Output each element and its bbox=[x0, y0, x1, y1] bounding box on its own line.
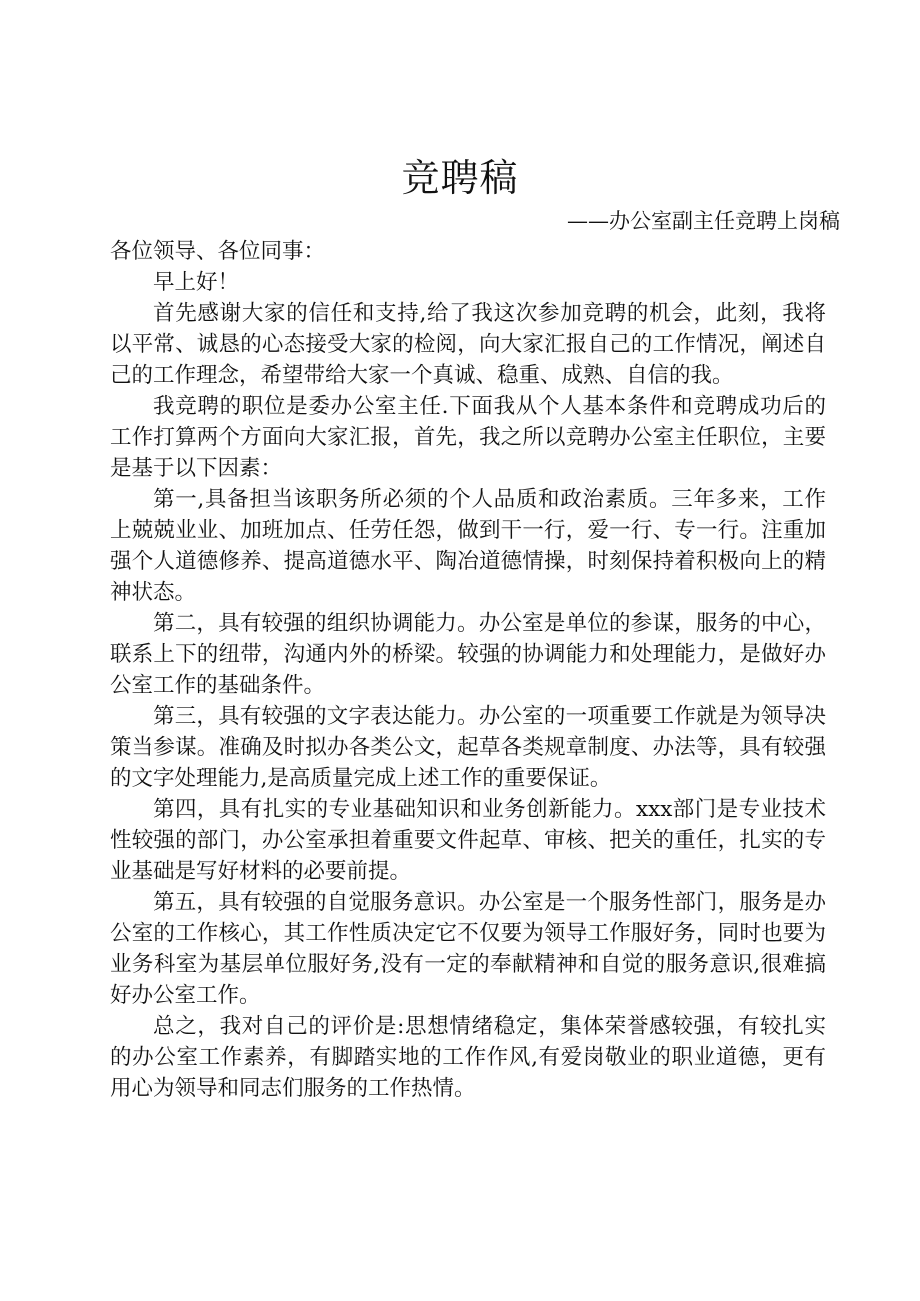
paragraph-greeting: 早上好！ bbox=[153, 270, 240, 295]
document-subtitle: ——办公室副主任竞聘上岗稿 bbox=[567, 209, 840, 233]
document-body bbox=[110, 236, 826, 1104]
paragraph-point-2: 第二，具有较强的组织协调能力。办公室是单位的参谋，服务的中心，联系上下的纽带，沟通内外的桥梁。较强的协调能力和处理能力，是做好办公室工作的基础条件。 bbox=[110, 611, 826, 698]
salutation: 各位领导、各位同事： bbox=[110, 239, 326, 264]
paragraph-summary: 总之，我对自己的评价是:思想情绪稳定，集体荣誉感较强，有较扎实的办公室工作素养，有脚踏实地的工作作风,有爱岗敬业的职业道德，更有用心为领导和同志们服务的工作热情。 bbox=[110, 1014, 826, 1101]
paragraph-point-5: 第五，具有较强的自觉服务意识。办公室是一个服务性部门，服务是办公室的工作核心，其工作性质决定它不仅要为领导工作服好务，同时也要为业务科室为基层单位服好务,没有一定的奉献精神和自觉的服务意识,很难搞好办公室工作。 bbox=[110, 890, 826, 1008]
paragraph-introduction: 首先感谢大家的信任和支持,给了我这次参加竞聘的机会，此刻，我将以平常、诚恳的心态接受大家的检阅，向大家汇报自己的工作情况，阐述自己的工作理念，希望带给大家一个真诚、稳重、成熟、自信的我。 bbox=[110, 301, 826, 388]
paragraph-point-1: 第一,具备担当该职务所必须的个人品质和政治素质。三年多来，工作上兢兢业业、加班加点、任劳任怨，做到干一行，爱一行、专一行。注重加强个人道德修养、提高道德水平、陶冶道德情操，时刻保持着积极向上的精神状态。 bbox=[110, 487, 826, 605]
paragraph-point-3: 第三，具有较强的文字表达能力。办公室的一项重要工作就是为领导决策当参谋。准确及时拟办各类公文，起草各类规章制度、办法等，具有较强的文字处理能力,是高质量完成上述工作的重要保证。 bbox=[110, 704, 826, 791]
paragraph-position: 我竞聘的职位是委办公室主任.下面我从个人基本条件和竞聘成功后的工作打算两个方面向大家汇报，首先，我之所以竞聘办公室主任职位，主要是基于以下因素： bbox=[110, 394, 826, 481]
paragraph-point-4: 第四，具有扎实的专业基础知识和业务创新能力。xxx部门是专业技术性较强的部门，办公室承担着重要文件起草、审核、把关的重任，扎实的专业基础是写好材料的必要前提。 bbox=[110, 797, 826, 884]
document-title: 竞聘稿 bbox=[401, 156, 519, 200]
